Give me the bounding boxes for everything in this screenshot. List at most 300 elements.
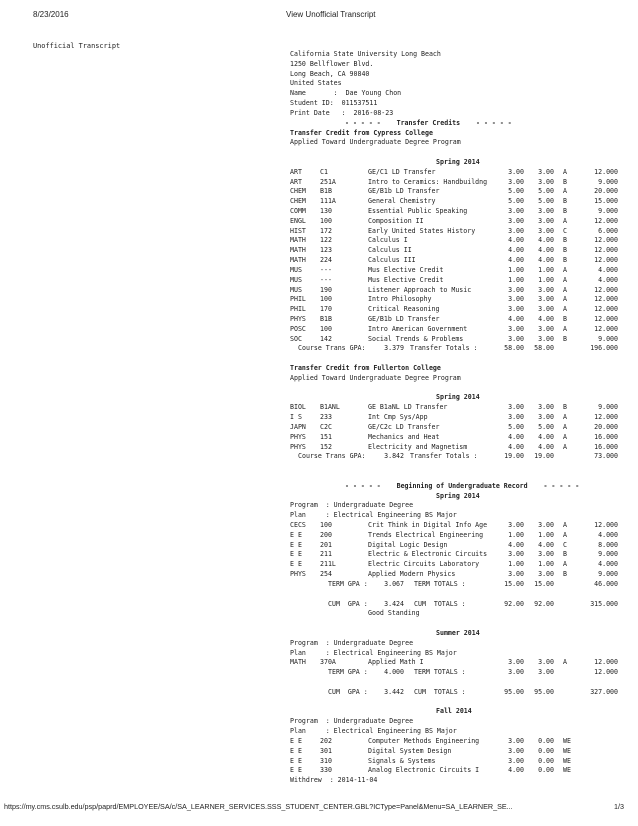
- course-attempted: 3.00: [508, 521, 524, 529]
- course-title: Social Trends & Problems: [368, 334, 464, 343]
- course-points: 16.000: [594, 442, 618, 451]
- course-title: Intro American Government: [368, 324, 468, 333]
- course-grade: A: [563, 187, 567, 196]
- course-row: [290, 178, 620, 188]
- course-earned: 3.00: [538, 177, 554, 186]
- course-row: [290, 335, 620, 345]
- course-number: ---: [320, 275, 332, 284]
- course-row: [290, 757, 620, 767]
- course-row: [290, 217, 620, 227]
- course-attempted: 1.00: [508, 275, 524, 284]
- course-earned: 3.00: [538, 334, 554, 343]
- course-title: Calculus III: [368, 256, 416, 265]
- course-title: Mechanics and Heat: [368, 432, 440, 441]
- term-heading: Fall 2014: [436, 707, 472, 716]
- page-url: https://my.cms.csulb.edu/psp/paprd/EMPLOYEE/SA/c/SA_LEARNER_SERVICES.SSS_STUDENT_CENTER.GBL?ICType=Panel&Menu=SA_LEARNER_SE...: [4, 802, 513, 811]
- academic-standing: Good Standing: [368, 609, 420, 618]
- course-row: [290, 187, 620, 197]
- course-number: 151: [320, 432, 332, 441]
- course-grade: WE: [563, 766, 571, 775]
- course-subject: PHYS: [290, 314, 306, 323]
- page-number: 1/3: [614, 802, 624, 811]
- course-title: Int Cmp Sys/App: [368, 413, 428, 422]
- transcript-title: Unofficial Transcript: [33, 42, 121, 50]
- course-attempted: 3.00: [508, 413, 524, 422]
- course-points: 12.000: [594, 413, 618, 422]
- course-points: 6.000: [598, 226, 618, 235]
- course-number: 301: [320, 746, 332, 755]
- course-title: Calculus I: [368, 236, 408, 245]
- course-number: 310: [320, 756, 332, 765]
- course-title: GE/C2c LD Transfer: [368, 422, 440, 431]
- course-number: 330: [320, 766, 332, 775]
- course-number: 170: [320, 305, 332, 314]
- institution-city: Long Beach, CA 90840: [290, 69, 370, 78]
- course-title: Early United States History: [368, 226, 476, 235]
- program-line: Program : Undergraduate Degree: [290, 638, 414, 647]
- course-row: [290, 403, 620, 413]
- course-points: 16.000: [594, 432, 618, 441]
- course-points: 9.000: [598, 334, 618, 343]
- course-grade: A: [563, 275, 567, 284]
- course-title: General Chemistry: [368, 197, 436, 206]
- transfer-applied: Applied Toward Undergraduate Degree Program: [290, 373, 461, 382]
- course-points: 12.000: [594, 236, 618, 245]
- course-points: 12.000: [594, 521, 618, 529]
- course-number: 200: [320, 530, 332, 539]
- course-grade: B: [563, 236, 567, 245]
- course-subject: CECS: [290, 521, 306, 529]
- course-subject: JAPN: [290, 422, 306, 431]
- course-subject: E E: [290, 550, 302, 559]
- course-points: 12.000: [594, 295, 618, 304]
- course-number: C2C: [320, 422, 332, 431]
- undergrad-banner: - - - - - Beginning of Undergraduate Record - - - - -: [345, 481, 580, 490]
- course-earned: 4.00: [538, 236, 554, 245]
- course-title: Listener Approach to Music: [368, 285, 472, 294]
- course-subject: MATH: [290, 236, 306, 245]
- course-grade: C: [563, 226, 567, 235]
- course-earned: 3.00: [538, 226, 554, 235]
- course-grade: A: [563, 305, 567, 314]
- term-gpa-line: TERM GPA : 4.000 TERM TOTALS : 3.00 3.00 12.000: [328, 668, 618, 677]
- course-row: [290, 560, 620, 570]
- course-row: [290, 227, 620, 237]
- course-number: 201: [320, 540, 332, 549]
- institution-country: United States: [290, 79, 342, 88]
- course-number: 100: [320, 324, 332, 333]
- course-row: [290, 286, 620, 296]
- course-row: [290, 413, 620, 423]
- course-grade: A: [563, 442, 567, 451]
- program-line: Program : Undergraduate Degree: [290, 501, 414, 510]
- course-points: 12.000: [594, 305, 618, 314]
- course-subject: PHYS: [290, 570, 306, 579]
- course-subject: PHIL: [290, 295, 306, 304]
- page-title: View Unofficial Transcript: [286, 10, 376, 19]
- program-line: Program : Undergraduate Degree: [290, 717, 414, 726]
- course-subject: ENGL: [290, 216, 306, 225]
- transfer-title: Transfer Credit from Cypress College: [290, 128, 433, 137]
- course-earned: 3.00: [538, 550, 554, 559]
- course-attempted: 4.00: [508, 236, 524, 245]
- course-grade: A: [563, 521, 567, 529]
- transfer-applied: Applied Toward Undergraduate Degree Program: [290, 138, 461, 147]
- term-heading: Spring 2014: [436, 491, 480, 500]
- course-points: 9.000: [598, 403, 618, 412]
- plan-line: Plan : Electrical Engineering BS Major: [290, 727, 457, 736]
- course-grade: A: [563, 167, 567, 176]
- transfer-banner: - - - - - Transfer Credits - - - - -: [345, 118, 512, 127]
- course-attempted: 1.00: [508, 530, 524, 539]
- course-points: 8.000: [598, 540, 618, 549]
- course-points: 12.000: [594, 324, 618, 333]
- course-grade: B: [563, 550, 567, 559]
- course-title: Mus Elective Credit: [368, 275, 444, 284]
- institution-street: 1250 Bellflower Blvd.: [290, 59, 374, 68]
- course-attempted: 3.00: [508, 216, 524, 225]
- course-title: GE/C1 LD Transfer: [368, 167, 436, 176]
- plan-line: Plan : Electrical Engineering BS Major: [290, 648, 457, 657]
- course-grade: A: [563, 432, 567, 441]
- course-grade: WE: [563, 746, 571, 755]
- course-grade: WE: [563, 736, 571, 745]
- course-number: 100: [320, 521, 332, 529]
- course-subject: CHEM: [290, 197, 306, 206]
- course-title: GE/B1b LD Transfer: [368, 314, 440, 323]
- course-points: 4.000: [598, 560, 618, 569]
- transfer-totals: Course Trans GPA: 3.842 Transfer Totals : 19.00 19.00 73.000: [298, 452, 618, 461]
- course-subject: COMM: [290, 207, 306, 215]
- course-subject: E E: [290, 560, 302, 569]
- course-number: 190: [320, 285, 332, 294]
- course-points: 12.000: [594, 285, 618, 294]
- course-points: 9.000: [598, 177, 618, 186]
- course-title: Digital System Design: [368, 746, 452, 755]
- course-points: 9.000: [598, 570, 618, 579]
- course-points: 9.000: [598, 550, 618, 559]
- course-earned: 0.00: [538, 746, 554, 755]
- course-grade: A: [563, 658, 567, 667]
- course-number: 122: [320, 236, 332, 245]
- course-attempted: 3.00: [508, 167, 524, 176]
- course-row: [290, 246, 620, 256]
- course-attempted: 3.00: [508, 177, 524, 186]
- term-heading: Spring 2014: [436, 393, 480, 402]
- course-attempted: 4.00: [508, 766, 524, 775]
- course-points: 15.000: [594, 197, 618, 206]
- course-attempted: 5.00: [508, 187, 524, 196]
- course-title: Composition II: [368, 216, 424, 225]
- course-subject: CHEM: [290, 187, 306, 196]
- course-points: 12.000: [594, 167, 618, 176]
- course-subject: PHIL: [290, 305, 306, 314]
- course-row: [290, 197, 620, 207]
- course-grade: B: [563, 314, 567, 323]
- course-subject: ART: [290, 177, 302, 186]
- course-attempted: 3.00: [508, 334, 524, 343]
- course-attempted: 4.00: [508, 256, 524, 265]
- course-subject: ART: [290, 167, 302, 176]
- course-earned: 3.00: [538, 658, 554, 667]
- course-number: C1: [320, 167, 328, 176]
- course-number: B1B: [320, 314, 332, 323]
- term-gpa-line: TERM GPA : 3.067 TERM TOTALS : 15.00 15.00 46.000: [328, 579, 618, 588]
- course-row: [290, 550, 620, 560]
- course-row: [290, 325, 620, 335]
- course-title: Critical Reasoning: [368, 305, 440, 314]
- course-earned: 1.00: [538, 530, 554, 539]
- course-number: 370A: [320, 658, 336, 667]
- course-earned: 3.00: [538, 570, 554, 579]
- course-points: 12.000: [594, 216, 618, 225]
- course-subject: MUS: [290, 265, 302, 274]
- course-row: [290, 315, 620, 325]
- course-points: 12.000: [594, 256, 618, 265]
- course-grade: A: [563, 216, 567, 225]
- course-subject: HIST: [290, 226, 306, 235]
- course-earned: 4.00: [538, 432, 554, 441]
- course-grade: B: [563, 246, 567, 255]
- course-attempted: 3.00: [508, 207, 524, 215]
- course-points: 9.000: [598, 207, 618, 215]
- course-title: Electricity and Magnetism: [368, 442, 468, 451]
- course-row: [290, 766, 620, 776]
- course-points: 12.000: [594, 658, 618, 667]
- course-grade: WE: [563, 756, 571, 765]
- course-grade: B: [563, 207, 567, 215]
- course-subject: E E: [290, 736, 302, 745]
- course-number: 100: [320, 295, 332, 304]
- term-heading: Summer 2014: [436, 628, 480, 637]
- course-grade: B: [563, 403, 567, 412]
- course-title: Computer Methods Engineering: [368, 736, 480, 745]
- course-subject: POSC: [290, 324, 306, 333]
- course-grade: A: [563, 295, 567, 304]
- course-attempted: 3.00: [508, 285, 524, 294]
- course-subject: MATH: [290, 256, 306, 265]
- course-row: [290, 266, 620, 276]
- course-subject: I S: [290, 413, 302, 422]
- cum-gpa-line: CUM GPA : 3.424 CUM TOTALS : 92.00 92.00 315.000: [328, 599, 618, 608]
- course-points: 20.000: [594, 187, 618, 196]
- course-earned: 3.00: [538, 305, 554, 314]
- course-attempted: 5.00: [508, 422, 524, 431]
- course-row: [290, 207, 620, 217]
- course-number: B1B: [320, 187, 332, 196]
- course-title: Essential Public Speaking: [368, 207, 468, 215]
- student-name: Name : Dae Young Chon: [290, 89, 402, 98]
- course-title: Digital Logic Design: [368, 540, 448, 549]
- course-earned: 1.00: [538, 560, 554, 569]
- course-row: [290, 443, 620, 453]
- course-attempted: 4.00: [508, 540, 524, 549]
- course-attempted: 3.00: [508, 305, 524, 314]
- course-grade: B: [563, 177, 567, 186]
- course-attempted: 4.00: [508, 314, 524, 323]
- course-row: [290, 541, 620, 551]
- course-points: 20.000: [594, 422, 618, 431]
- course-points: 12.000: [594, 314, 618, 323]
- course-row: [290, 658, 620, 668]
- course-number: 142: [320, 334, 332, 343]
- course-attempted: 1.00: [508, 560, 524, 569]
- course-title: Intro to Ceramics: Handbuildng: [368, 177, 488, 186]
- course-earned: 0.00: [538, 736, 554, 745]
- course-title: Electric Circuits Laboratory: [368, 560, 480, 569]
- course-attempted: 3.00: [508, 226, 524, 235]
- course-title: Analog Electronic Circuits I: [368, 766, 480, 775]
- course-number: 100: [320, 216, 332, 225]
- course-title: Applied Modern Physics: [368, 570, 456, 579]
- course-earned: 4.00: [538, 246, 554, 255]
- course-grade: B: [563, 256, 567, 265]
- course-grade: B: [563, 197, 567, 206]
- course-grade: A: [563, 285, 567, 294]
- course-subject: BIOL: [290, 403, 306, 412]
- course-subject: E E: [290, 746, 302, 755]
- course-number: 254: [320, 570, 332, 579]
- course-title: GE/B1b LD Transfer: [368, 187, 440, 196]
- course-grade: A: [563, 265, 567, 274]
- course-subject: PHYS: [290, 432, 306, 441]
- course-grade: B: [563, 334, 567, 343]
- print-date: 8/23/2016: [33, 10, 69, 19]
- course-attempted: 3.00: [508, 550, 524, 559]
- course-earned: 5.00: [538, 422, 554, 431]
- course-title: Intro Philosophy: [368, 295, 432, 304]
- plan-line: Plan : Electrical Engineering BS Major: [290, 511, 457, 520]
- course-grade: A: [563, 560, 567, 569]
- course-number: 211L: [320, 560, 336, 569]
- course-attempted: 3.00: [508, 324, 524, 333]
- course-attempted: 3.00: [508, 570, 524, 579]
- course-subject: SOC: [290, 334, 302, 343]
- transcript-body: [290, 50, 620, 786]
- course-earned: 5.00: [538, 197, 554, 206]
- course-earned: 4.00: [538, 540, 554, 549]
- course-grade: A: [563, 413, 567, 422]
- course-grade: C: [563, 540, 567, 549]
- course-number: 224: [320, 256, 332, 265]
- course-attempted: 3.00: [508, 403, 524, 412]
- course-attempted: 5.00: [508, 197, 524, 206]
- course-number: 152: [320, 442, 332, 451]
- course-subject: MATH: [290, 246, 306, 255]
- course-row: [290, 433, 620, 443]
- course-title: Mus Elective Credit: [368, 265, 444, 274]
- course-title: GE B1aNL LD Transfer: [368, 403, 448, 412]
- course-row: [290, 236, 620, 246]
- course-subject: E E: [290, 540, 302, 549]
- course-row: [290, 521, 620, 531]
- course-subject: E E: [290, 766, 302, 775]
- course-earned: 0.00: [538, 766, 554, 775]
- course-grade: A: [563, 324, 567, 333]
- print-date-line: Print Date : 2016-08-23: [290, 108, 394, 117]
- course-subject: MUS: [290, 285, 302, 294]
- course-number: 130: [320, 207, 332, 215]
- course-title: Electric & Electronic Circuits: [368, 550, 488, 559]
- course-number: 233: [320, 413, 332, 422]
- course-earned: 3.00: [538, 216, 554, 225]
- course-title: Applied Math I: [368, 658, 424, 667]
- course-number: 123: [320, 246, 332, 255]
- course-earned: 3.00: [538, 403, 554, 412]
- course-attempted: 3.00: [508, 658, 524, 667]
- course-grade: A: [563, 530, 567, 539]
- course-points: 12.000: [594, 246, 618, 255]
- course-title: Trends Electrical Engineering: [368, 530, 484, 539]
- course-earned: 1.00: [538, 265, 554, 274]
- course-earned: 3.00: [538, 207, 554, 215]
- course-attempted: 3.00: [508, 295, 524, 304]
- course-subject: E E: [290, 756, 302, 765]
- withdrew-line: Withdrew : 2014-11-04: [290, 776, 378, 785]
- course-title: Signals & Systems: [368, 756, 436, 765]
- course-row: [290, 737, 620, 747]
- student-id: Student ID: 011537511: [290, 99, 378, 108]
- course-earned: 5.00: [538, 187, 554, 196]
- course-subject: MUS: [290, 275, 302, 284]
- course-number: ---: [320, 265, 332, 274]
- course-earned: 3.00: [538, 295, 554, 304]
- transfer-totals: Course Trans GPA: 3.379 Transfer Totals : 58.00 58.00 196.000: [298, 344, 618, 353]
- course-attempted: 3.00: [508, 746, 524, 755]
- course-row: [290, 256, 620, 266]
- cum-gpa-line: CUM GPA : 3.442 CUM TOTALS : 95.00 95.00 327.000: [328, 687, 618, 696]
- transfer-title: Transfer Credit from Fullerton College: [290, 364, 441, 372]
- course-attempted: 4.00: [508, 246, 524, 255]
- course-row: [290, 423, 620, 433]
- course-subject: E E: [290, 530, 302, 539]
- course-number: 211: [320, 550, 332, 559]
- course-earned: 4.00: [538, 256, 554, 265]
- course-earned: 1.00: [538, 275, 554, 284]
- course-earned: 3.00: [538, 521, 554, 529]
- course-row: [290, 305, 620, 315]
- institution-name: California State University Long Beach: [290, 50, 441, 58]
- course-earned: 3.00: [538, 167, 554, 176]
- course-earned: 3.00: [538, 413, 554, 422]
- course-attempted: 4.00: [508, 432, 524, 441]
- course-points: 4.000: [598, 275, 618, 284]
- course-earned: 0.00: [538, 756, 554, 765]
- course-number: 251A: [320, 177, 336, 186]
- course-attempted: 3.00: [508, 756, 524, 765]
- course-row: [290, 276, 620, 286]
- course-number: 111A: [320, 197, 336, 206]
- course-number: 172: [320, 226, 332, 235]
- term-heading: Spring 2014: [436, 157, 480, 166]
- course-earned: 3.00: [538, 324, 554, 333]
- course-points: 4.000: [598, 265, 618, 274]
- course-title: Crit Think in Digital Info Age: [368, 521, 488, 529]
- course-grade: B: [563, 570, 567, 579]
- transcript-sections: [290, 129, 620, 786]
- course-subject: MATH: [290, 658, 306, 667]
- course-attempted: 4.00: [508, 442, 524, 451]
- course-row: [290, 747, 620, 757]
- course-title: Calculus II: [368, 246, 412, 255]
- course-earned: 3.00: [538, 285, 554, 294]
- course-earned: 4.00: [538, 314, 554, 323]
- course-row: [290, 531, 620, 541]
- course-row: [290, 570, 620, 580]
- course-points: 4.000: [598, 530, 618, 539]
- course-attempted: 1.00: [508, 265, 524, 274]
- course-number: 202: [320, 736, 332, 745]
